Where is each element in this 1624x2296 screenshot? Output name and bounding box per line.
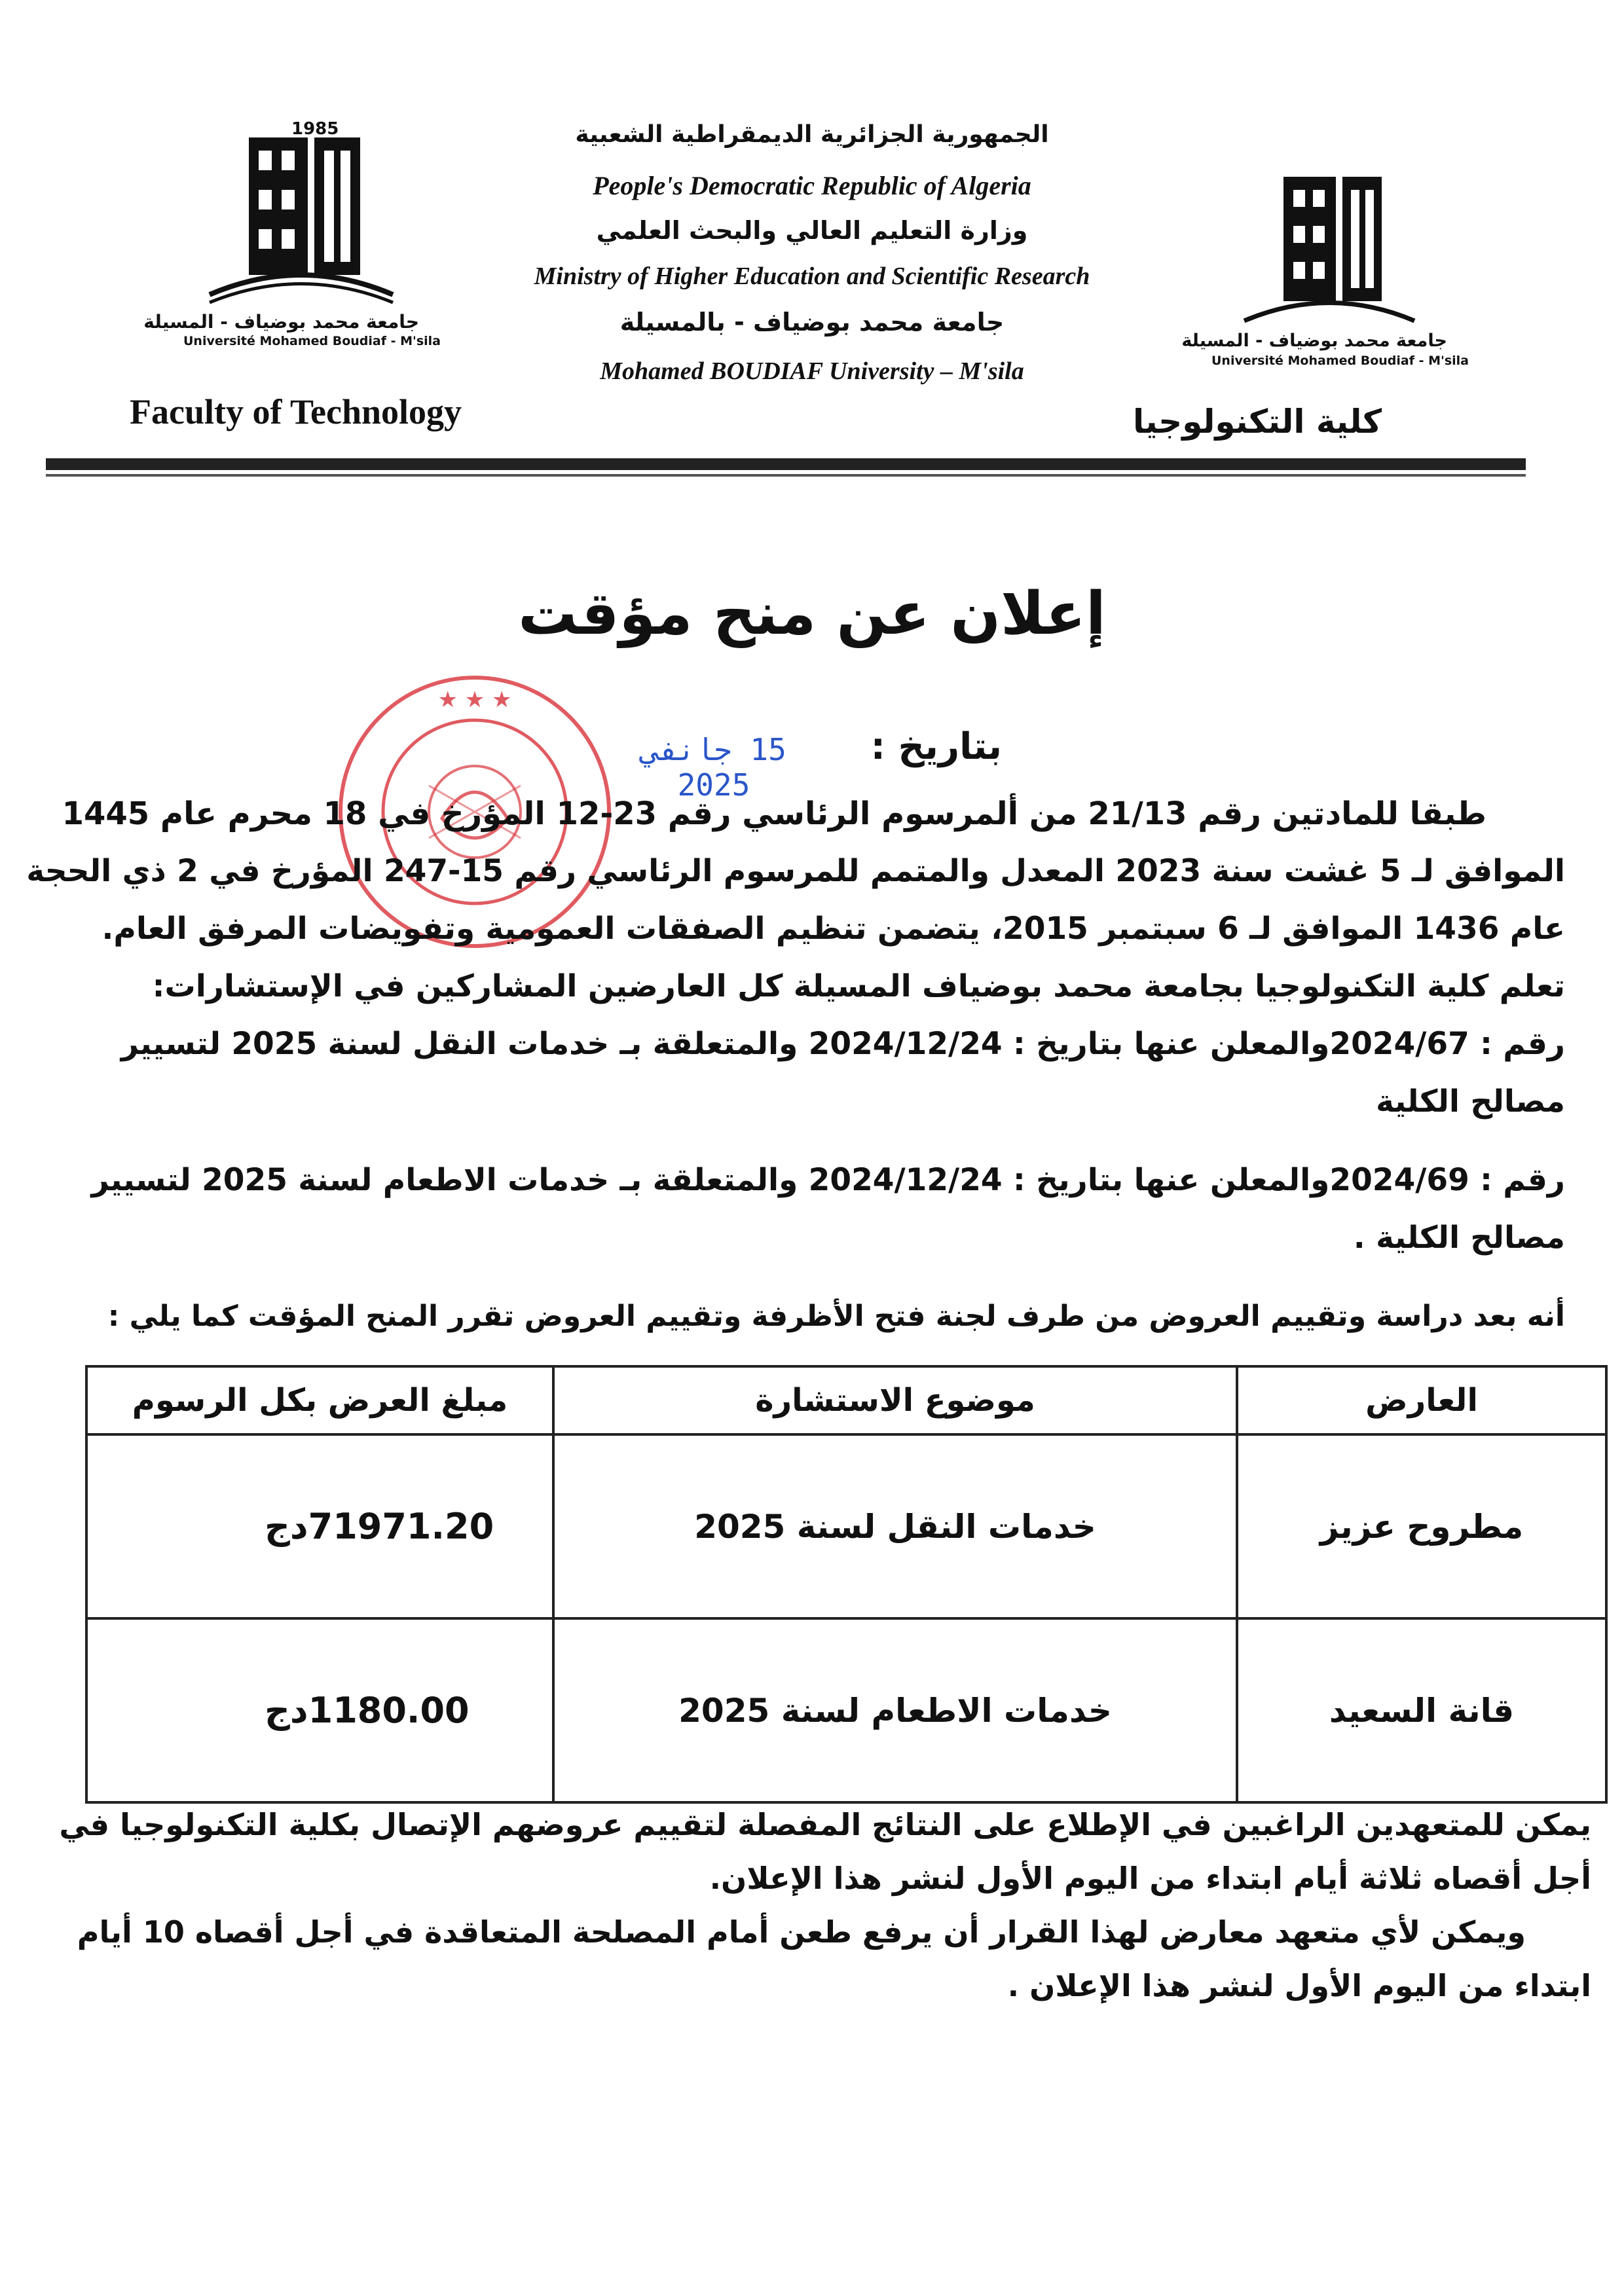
closing-line-3: ويمكن لأي متعهد معارض لهذا القرار أن يرفع طعن أمام المصلحة المتعاقدة في أجل أقصاه 10 أيام [77, 1914, 1526, 1950]
table-row [86, 1618, 1606, 1802]
closing-line-1: يمكن للمتعهدين الراغبين في الإطلاع على النتائج المفصلة لتقييم عروضهم الإتصال بكلية التكنولوجيا في [59, 1807, 1591, 1842]
header-university-ar: جامعة محمد بوضياف - بالمسيلة [619, 308, 1005, 337]
body-line-8: مصالح الكلية . [1353, 1220, 1565, 1256]
logo-caption-ar: جامعة محمد بوضياف - المسيلة [143, 311, 419, 333]
body-line-3: عام 1436 الموافق لـ 6 سبتمبر 2015، يتضمن تنظيم الصفقات العمومية وتفويضات المرفق العام. [101, 911, 1565, 947]
logo-caption-fr: Université Mohamed Boudiaf - M'sila [1211, 354, 1469, 368]
award-table [85, 1365, 1608, 1804]
header-subject: موضوع الاستشارة [553, 1366, 1237, 1434]
closing-text [59, 1807, 1591, 2069]
body-line-5: رقم : 2024/67والمعلن عنها بتاريخ : 2024/12/24 والمتعلقة بـ خدمات النقل لسنة 2025 لتسيير [120, 1026, 1565, 1062]
body-line-2: الموافق لـ 5 غشت سنة 2023 المعدل والمتمم للمرسوم الرئاسي رقم 15-247 المؤرخ في 2 ذي الحجة [26, 853, 1565, 889]
header-text-block [419, 121, 1205, 396]
cell-subject: خدمات النقل لسنة 2025 [553, 1434, 1237, 1618]
closing-line-4: ابتداء من اليوم الأول لنشر هذا الإعلان . [1007, 1968, 1591, 2003]
table-row [86, 1434, 1606, 1618]
faculty-name-en: Faculty of Technology [130, 392, 462, 431]
cell-bidder: مطروح عزيز [1237, 1434, 1606, 1618]
header-republic-ar: الجمهورية الجزائرية الديمقراطية الشعبية [575, 121, 1049, 148]
header-divider-thin [46, 474, 1526, 477]
body-line-1: طبقا للمادتين رقم 21/13 من ألمرسوم الرئاسي رقم 23-12 المؤرخ في 18 محرم عام 1445 [62, 795, 1486, 832]
body-line-4: تعلم كلية التكنولوجيا بجامعة محمد بوضياف المسيلة كل العارضين المشاركين في الإستشارات: [152, 968, 1565, 1004]
stamp-text [0, 0, 1, 1]
body-line-6: مصالح الكلية [1376, 1084, 1565, 1120]
header-divider [46, 458, 1526, 470]
university-logo-left [143, 119, 441, 348]
body-text [26, 795, 1565, 1306]
header-bidder: العارض [1237, 1366, 1606, 1434]
university-building-logo-icon [183, 124, 419, 308]
university-logo-right [1181, 167, 1469, 376]
header-amount: مبلغ العرض بكل الرسوم [86, 1366, 553, 1434]
logo-caption-ar: جامعة محمد بوضياف - المسيلة [1181, 331, 1447, 351]
cell-amount: 1180.00دج [86, 1618, 553, 1802]
cell-amount: 71971.20دج [86, 1434, 553, 1618]
header-ministry-en: Ministry of Higher Education and Scientific Research [534, 263, 1090, 290]
logo-caption-fr: Université Mohamed Boudiaf - M'sila [183, 334, 441, 348]
body-line-7: رقم : 2024/69والمعلن عنها بتاريخ : 2024/12/24 والمتعلقة بـ خدمات الاطعام لسنة 2025 لتسيير [91, 1162, 1565, 1198]
header-ministry-ar: وزارة التعليم العالي والبحث العلمي [596, 216, 1028, 245]
faculty-name-ar: كلية التكنولوجيا [1133, 403, 1382, 441]
university-building-logo-icon [1211, 167, 1447, 331]
header-university-en: Mohamed BOUDIAF University – M'sila [600, 357, 1024, 385]
header-republic-en: People's Democratic Republic of Algeria [593, 171, 1031, 200]
page-title: إعلان عن منح مؤقت [518, 579, 1106, 648]
table-header-row [86, 1366, 1606, 1434]
cell-subject: خدمات الاطعام لسنة 2025 [553, 1618, 1237, 1802]
date-stamp: 15 جانفي 2025 [641, 732, 786, 803]
date-label: بتاريخ : [870, 725, 1002, 768]
logo-year: 1985 [291, 119, 339, 139]
closing-line-2: أجل أقصاه ثلاثة أيام ابتداء من اليوم الأول لنشر هذا الإعلان. [709, 1861, 1591, 1896]
svg-text:★ ★ ★: ★ ★ ★ [437, 687, 512, 713]
table-intro: أنه بعد دراسة وتقييم العروض من طرف لجنة فتح الأظرفة وتقييم العروض تقرر المنح المؤقت كما يلي : [107, 1300, 1565, 1333]
cell-bidder: قانة السعيد [1237, 1618, 1606, 1802]
